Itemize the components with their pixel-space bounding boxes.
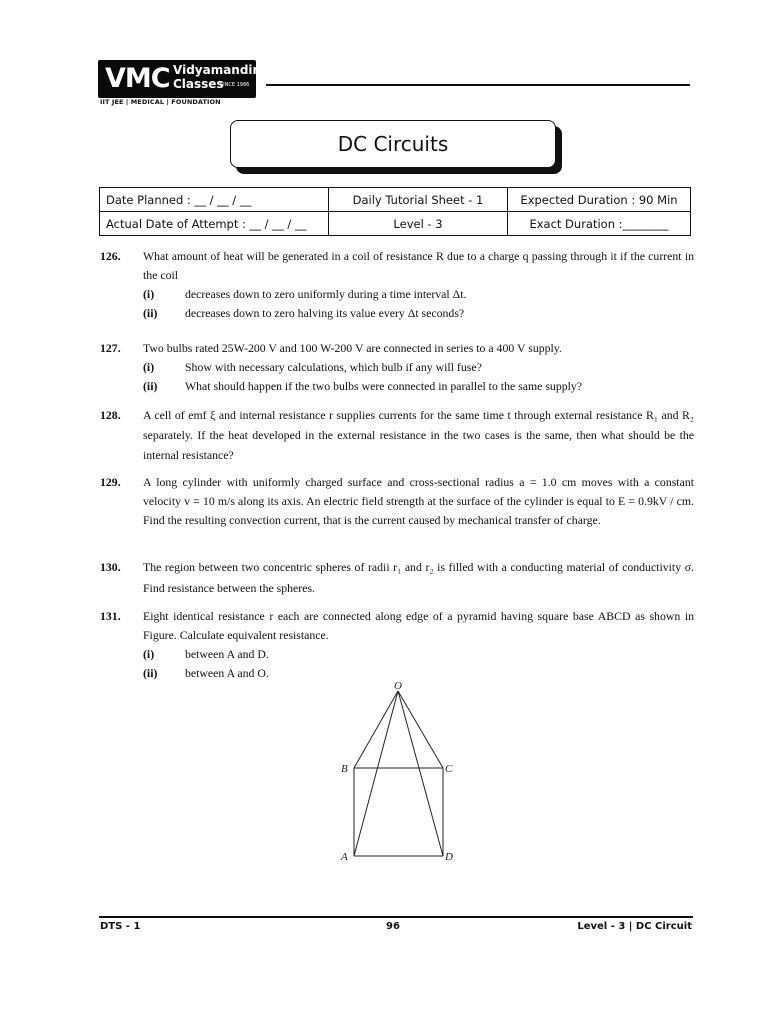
question-number: 131. — [100, 609, 121, 623]
sheet-name: Daily Tutorial Sheet - 1 — [329, 188, 508, 212]
sub-label: (i) — [143, 287, 155, 301]
footer-rule — [99, 916, 693, 918]
label-a: A — [341, 851, 348, 863]
edge-oa — [354, 691, 398, 856]
info-row-2 — [100, 212, 691, 236]
question-131 — [100, 607, 694, 683]
sub-label: (i) — [143, 360, 155, 374]
logo-tagline: IIT JEE | MEDICAL | FOUNDATION — [100, 98, 221, 106]
exact-duration: Exact Duration :________ — [508, 212, 691, 236]
question-number: 128. — [100, 408, 121, 422]
logo-name-line2: Classes — [173, 77, 224, 91]
sub-label: (ii) — [143, 666, 158, 680]
logo-name-line1: Vidyamandir — [173, 63, 259, 77]
question-129 — [100, 473, 694, 530]
actual-date: Actual Date of Attempt : __ / __ / __ — [100, 212, 329, 236]
sub-text: between A and D. — [185, 647, 269, 661]
sub-text: Show with necessary calculations, which bulb if any will fuse? — [185, 360, 482, 374]
question-text: A cell of emf ξ and internal resistance r supplies currents for the same time t through external resistance R₁ and R₂ separately. If the heat developed in the external resistance in the two cases is the same, then what should be the internal resistance? — [143, 408, 694, 462]
info-row-1 — [100, 188, 691, 212]
sub-label: (i) — [143, 647, 155, 661]
sub-question — [143, 358, 694, 377]
question-number: 126. — [100, 249, 121, 263]
label-b: B — [341, 763, 348, 775]
footer-right: Level - 3 | DC Circuit — [577, 921, 692, 932]
pyramid-figure — [330, 678, 470, 868]
sub-label: (ii) — [143, 379, 158, 393]
sub-label: (ii) — [143, 306, 158, 320]
info-table — [99, 187, 691, 236]
sub-text: decreases down to zero uniformly during a time interval Δt. — [185, 287, 467, 301]
level: Level - 3 — [329, 212, 508, 236]
header-rule — [266, 84, 690, 86]
sub-question — [143, 645, 694, 664]
question-126 — [100, 247, 694, 323]
date-planned: Date Planned : __ / __ / __ — [100, 188, 329, 212]
logo-since: SINCE 1986 — [220, 82, 250, 88]
question-text: A long cylinder with uniformly charged surface and cross-sectional radius a = 1.0 cm moves with a constant velocity v = 10 m/s along its axis. An electric field strength at the surface of the cylinder is equal to E = 0.9kV / cm. Find the resulting convection current, that is the current caused by mechanical transfer of charge. — [143, 475, 694, 527]
question-text: The region between two concentric spheres of radii r₁ and r₂ is filled with a conducting material of conductivity σ. Find resistance between the spheres. — [143, 560, 694, 595]
sub-question — [143, 285, 694, 304]
sub-text: decreases down to zero halving its value every Δt seconds? — [185, 306, 465, 320]
question-text: Eight identical resistance r each are connected along edge of a pyramid having square base ABCD as shown in Figure. Calculate equivalent resistance. — [143, 609, 694, 642]
vmc-logo — [98, 60, 259, 98]
label-o: O — [394, 680, 402, 692]
logo-mark: VMC — [105, 63, 170, 94]
expected-duration: Expected Duration : 90 Min — [508, 188, 691, 212]
question-number: 127. — [100, 341, 121, 355]
question-text: What amount of heat will be generated in a coil of resistance R due to a charge q passing through it if the current in the coil — [143, 249, 694, 282]
question-130 — [100, 557, 694, 599]
sub-question — [143, 377, 694, 396]
question-128 — [100, 405, 694, 465]
page-title: DC Circuits — [230, 120, 556, 168]
label-c: C — [445, 763, 453, 775]
sub-text: between A and O. — [185, 666, 269, 680]
edge-ob — [354, 691, 398, 768]
sub-question — [143, 304, 694, 323]
edge-od — [398, 691, 443, 856]
page-number: 96 — [386, 921, 400, 932]
question-text: Two bulbs rated 25W-200 V and 100 W-200 V are connected in series to a 400 V supply. — [143, 341, 562, 355]
sub-text: What should happen if the two bulbs were connected in parallel to the same supply? — [185, 379, 583, 393]
question-number: 130. — [100, 560, 121, 574]
label-d: D — [445, 851, 453, 863]
question-127 — [100, 339, 694, 396]
footer-left: DTS - 1 — [100, 921, 141, 932]
edge-oc — [398, 691, 443, 768]
question-number: 129. — [100, 475, 121, 489]
